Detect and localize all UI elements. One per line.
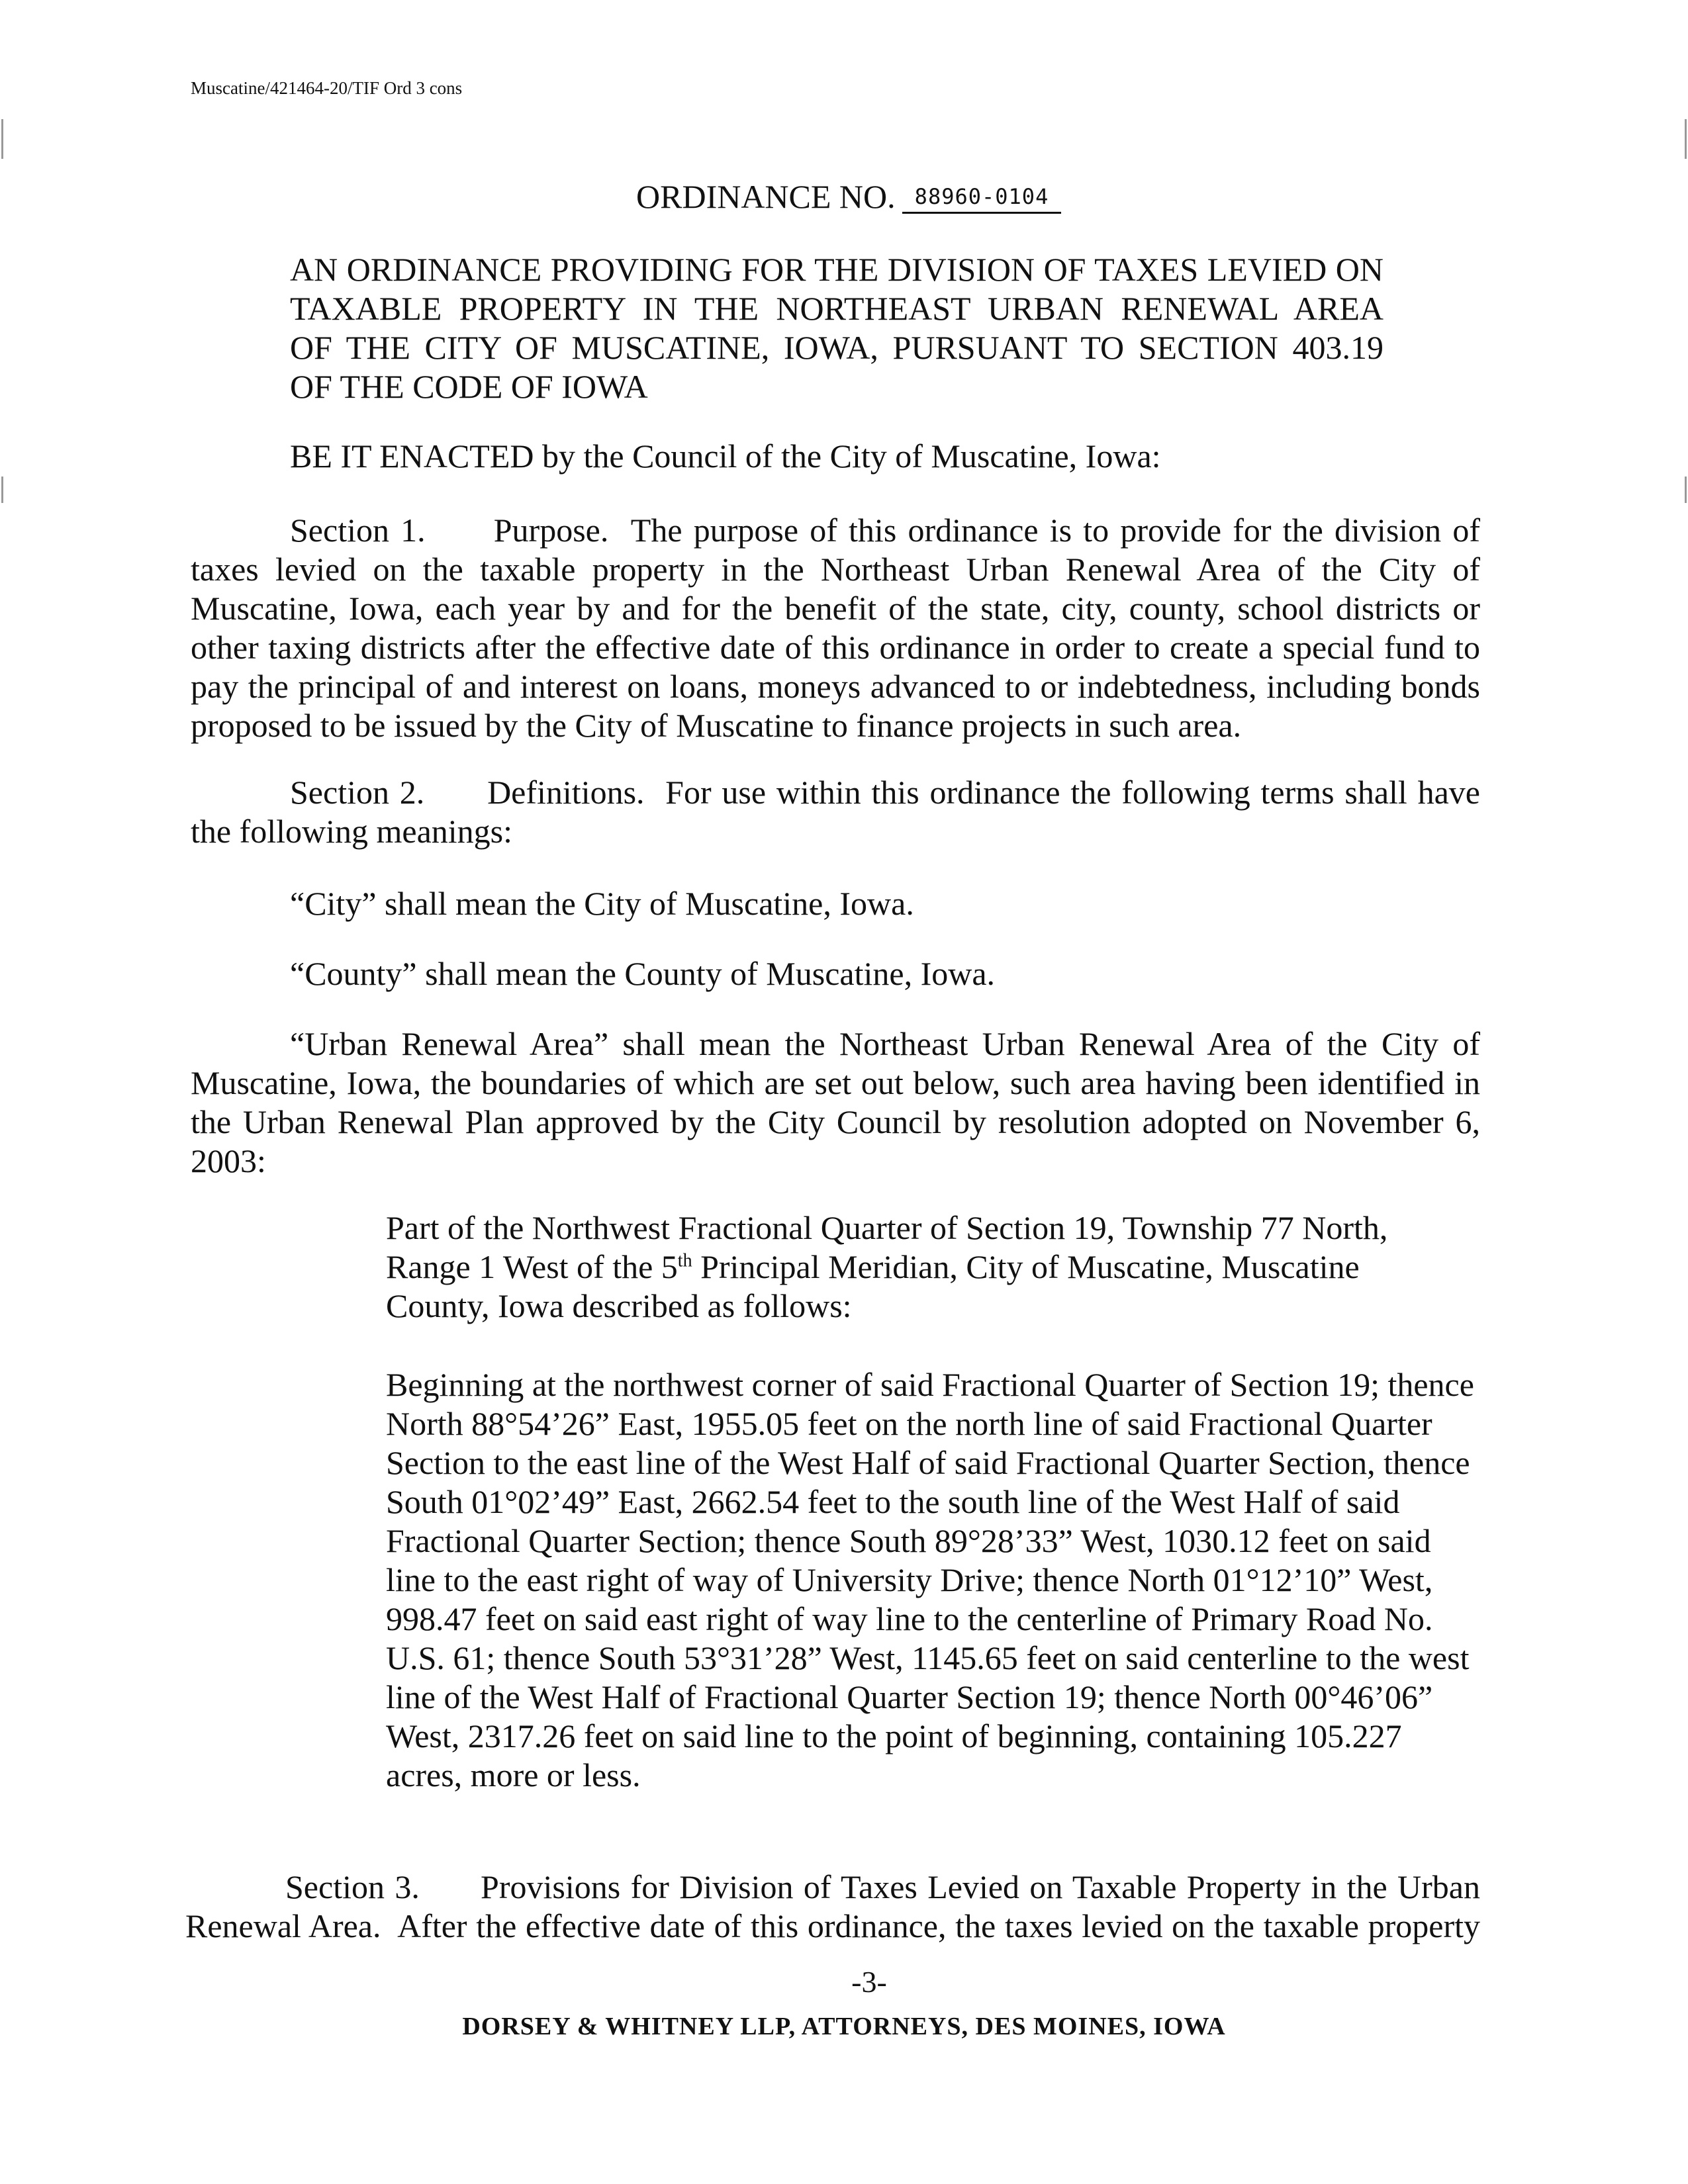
section-2-definitions xyxy=(191,773,1480,851)
text-line: Section 3. Provisions for Division of Taxes Levied on Taxable Property in the Urban xyxy=(285,1868,1480,1905)
text-line: other taxing districts after the effective date of this ordinance in order to create a special fund to xyxy=(191,629,1480,666)
text: Principal Meridian, City of Muscatine, Muscatine xyxy=(692,1248,1360,1285)
text-line: Beginning at the northwest corner of said Fractional Quarter of Section 19; thence xyxy=(386,1366,1474,1403)
definition-urban-renewal-area xyxy=(191,1024,1480,1181)
text-line: Section 2. Definitions. For use within this ordinance the following terms shall have xyxy=(290,774,1480,811)
section-1-purpose xyxy=(191,511,1480,745)
text-line: Muscatine, Iowa, the boundaries of which are set out below, such area having been identified in xyxy=(191,1064,1480,1101)
scan-edge-mark xyxy=(1,477,3,503)
ordinance-number: 88960-0104 xyxy=(902,184,1061,214)
definition-city: “City” shall mean the City of Muscatine, Iowa. xyxy=(290,885,914,922)
text-line: AN ORDINANCE PROVIDING FOR THE DIVISION OF TAXES LEVIED ON xyxy=(290,251,1383,288)
text-line: OF THE CITY OF MUSCATINE, IOWA, PURSUANT TO SECTION 403.19 xyxy=(290,329,1383,366)
text-line: line of the West Half of Fractional Quarter Section 19; thence North 00°46’06” xyxy=(386,1678,1433,1715)
text-line: the Urban Renewal Plan approved by the City Council by resolution adopted on November 6, xyxy=(191,1103,1480,1140)
text-line: proposed to be issued by the City of Muscatine to finance projects in such area. xyxy=(191,707,1242,744)
text-line: Muscatine, Iowa, each year by and for the benefit of the state, city, county, school districts or xyxy=(191,590,1480,627)
scan-edge-mark xyxy=(1685,477,1687,503)
enacting-clause: BE IT ENACTED by the Council of the City of Muscatine, Iowa: xyxy=(290,437,1161,475)
scan-edge-mark xyxy=(1,119,3,159)
scan-edge-mark xyxy=(1685,119,1687,159)
ordinance-title xyxy=(290,250,1383,406)
text-line: taxes levied on the taxable property in the Northeast Urban Renewal Area of the City of xyxy=(191,551,1480,588)
text-line: South 01°02’49” East, 2662.54 feet to the south line of the West Half of said xyxy=(386,1483,1400,1520)
text-line: the following meanings: xyxy=(191,813,513,850)
text-line: TAXABLE PROPERTY IN THE NORTHEAST URBAN RENEWAL AREA xyxy=(290,290,1383,327)
text-line: OF THE CODE OF IOWA xyxy=(290,368,648,405)
ordinance-label: ORDINANCE NO. xyxy=(636,178,896,215)
text-line: pay the principal of and interest on loans, moneys advanced to or indebtedness, including bonds xyxy=(191,668,1480,705)
text-line: Section to the east line of the West Half of said Fractional Quarter Section, thence xyxy=(386,1444,1470,1481)
text-line: “Urban Renewal Area” shall mean the Northeast Urban Renewal Area of the City of xyxy=(290,1025,1480,1062)
text-line: U.S. 61; thence South 53°31’28” West, 1145.65 feet on said centerline to the west xyxy=(386,1639,1470,1676)
section-3-provisions xyxy=(185,1868,1480,1946)
text: Range 1 West of the 5 xyxy=(386,1248,678,1285)
law-firm-footer: DORSEY & WHITNEY LLP, ATTORNEYS, DES MOINES, IOWA xyxy=(462,2013,1226,2040)
text-line: North 88°54’26” East, 1955.05 feet on the north line of said Fractional Quarter xyxy=(386,1405,1432,1442)
legal-description-intro xyxy=(386,1208,1478,1326)
text-line: Renewal Area. After the effective date of this ordinance, the taxes levied on the taxable property xyxy=(185,1907,1480,1944)
text-line: 998.47 feet on said east right of way line to the centerline of Primary Road No. xyxy=(386,1600,1433,1637)
text-line: Fractional Quarter Section; thence South 89°28’33” West, 1030.12 feet on said xyxy=(386,1522,1431,1559)
text-line: West, 2317.26 feet on said line to the point of beginning, containing 105.227 xyxy=(386,1717,1402,1754)
legal-intro-line xyxy=(386,1248,1478,1287)
text-line: line to the east right of way of University Drive; thence North 01°12’10” West, xyxy=(386,1561,1433,1598)
text-line: 2003: xyxy=(191,1142,266,1179)
superscript: th xyxy=(677,1250,692,1271)
text-line: Section 1. Purpose. The purpose of this ordinance is to provide for the division of xyxy=(290,512,1480,549)
document-reference: Muscatine/421464-20/TIF Ord 3 cons xyxy=(191,78,463,98)
legal-intro-line: County, Iowa described as follows: xyxy=(386,1287,852,1324)
text-line: acres, more or less. xyxy=(386,1756,641,1794)
legal-intro-line: Part of the Northwest Fractional Quarter of Section 19, Township 77 North, xyxy=(386,1209,1388,1246)
legal-description-boundaries xyxy=(386,1365,1478,1795)
page-number: -3- xyxy=(851,1965,887,1999)
definition-county: “County” shall mean the County of Muscatine, Iowa. xyxy=(290,955,996,992)
